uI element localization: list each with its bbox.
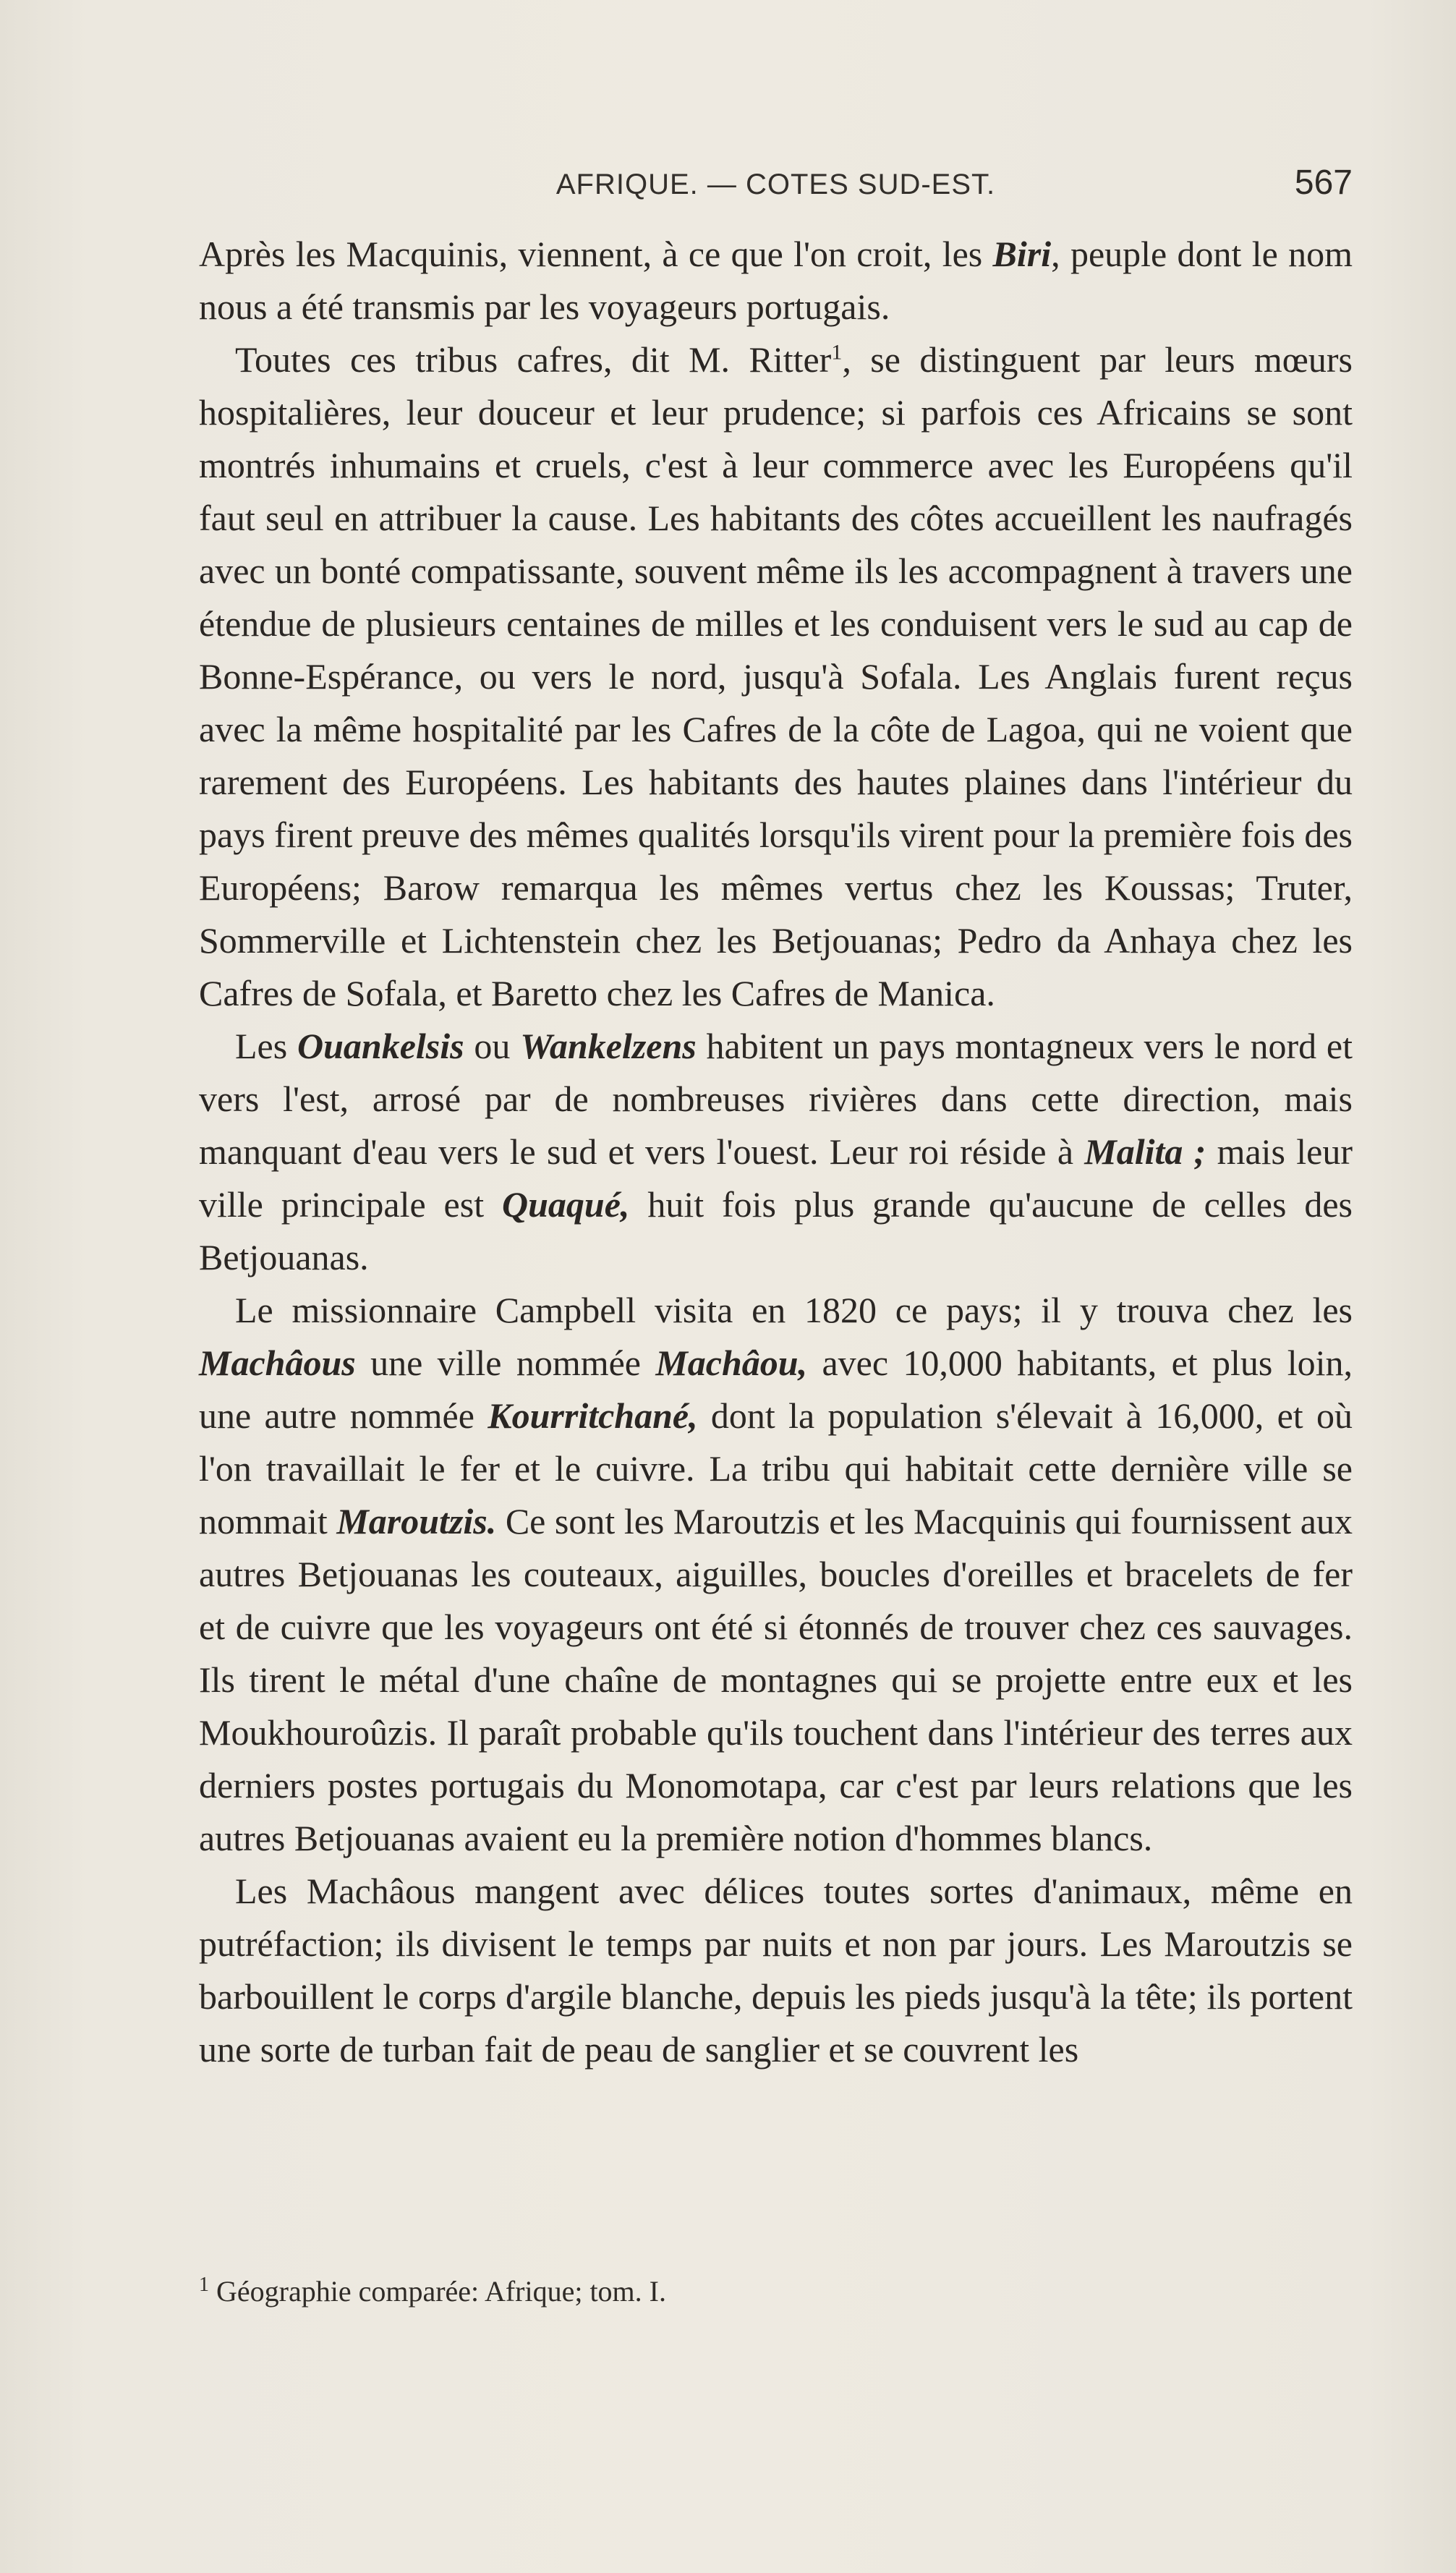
text-run: Le missionnaire Campbell visita en 1820 ce pays; il y trouva chez les bbox=[235, 1290, 1353, 1330]
text-run: ou bbox=[464, 1026, 521, 1066]
text-run: avec 10,000 habitants, et plus loin, une autre nommée bbox=[199, 1343, 1353, 1436]
page-number: 567 bbox=[1294, 163, 1353, 202]
italic-name-machaou: Machâou, bbox=[655, 1343, 808, 1383]
text-run: dont la population s'élevait à 16,000, et où l'on travaillait le fer et le cuivre. La tribu qui habitait cette dernière ville se nommait bbox=[199, 1395, 1353, 1541]
paragraph-3 bbox=[199, 1020, 1353, 1284]
text-run: une ville nommée bbox=[355, 1343, 656, 1383]
paragraph-1 bbox=[199, 228, 1353, 333]
footnote-text: Géographie comparée: Afrique; tom. I. bbox=[216, 2275, 666, 2308]
italic-name-malita: Malita ; bbox=[1084, 1131, 1206, 1172]
italic-name-machaous: Machâous bbox=[199, 1343, 356, 1383]
text-run: Ce sont les Maroutzis et les Macquinis qui fournissent aux autres Betjouanas les couteaux, aiguilles, boucles d'oreilles et bracelets de fer et de cuivre que les voyageurs ont été si étonnés de trouver chez ces sauvages. Ils tirent le métal d'une chaîne de montagnes qui se projette entre eux et les Moukhouroûzis. Il paraît probable qu'ils touchent dans l'intérieur des terres aux derniers postes portugais du Monomotapa, car c'est par leurs relations que les autres Betjouanas avaient eu la première notion d'hommes blancs. bbox=[199, 1501, 1353, 1858]
paragraph-2 bbox=[199, 333, 1353, 1020]
italic-name-quaque: Quaqué, bbox=[502, 1184, 630, 1225]
footnote-reference: 1 bbox=[831, 340, 843, 365]
text-run: huit fois plus grande qu'aucune de celles des Betjouanas. bbox=[199, 1184, 1353, 1277]
italic-name-kourritchane: Kourritchané, bbox=[488, 1395, 698, 1436]
text-run: , peuple dont le nom nous a été transmis par les voyageurs portugais. bbox=[199, 234, 1353, 327]
italic-name-biri: Biri bbox=[992, 234, 1052, 274]
text-run: Les bbox=[235, 1026, 297, 1066]
body-text bbox=[199, 228, 1353, 2076]
text-run: Les Machâous mangent avec délices toutes sortes d'animaux, même en putréfaction; ils divisent le temps par nuits et non par jours. Les Maroutzis se barbouillent le corps d'argile blanche, depuis les pieds jusqu'à la tête; ils portent une sorte de turban fait de peau de sanglier et se couvrent les bbox=[199, 1871, 1353, 2070]
text-run: Toutes ces tribus cafres, dit M. Ritter bbox=[235, 339, 832, 380]
running-title: AFRIQUE. — COTES SUD-EST. bbox=[555, 169, 996, 200]
footnote-mark: 1 bbox=[199, 2273, 209, 2296]
italic-name-ouankelsis: Ouankelsis bbox=[297, 1026, 464, 1066]
text-run: , se distinguent par leurs mœurs hospitalières, leur douceur et leur prudence; si parfois ces Africains se sont montrés inhumains et cruels, c'est à leur commerce avec les Européens qu'il faut seul en attribuer la cause. Les habitants des côtes accueillent les naufragés avec un bonté compatissante, souvent même ils les accompagnent à travers une étendue de plusieurs centaines de milles et les conduisent vers le sud au cap de Bonne-Espérance, ou vers le nord, jusqu'à Sofala. Les Anglais furent reçus avec la même hospitalité par les Cafres de la côte de Lagoa, qui ne voient que rarement des Européens. Les habitants des hautes plaines dans l'intérieur du pays firent preuve des mêmes qualités lorsqu'ils virent pour la première fois des Européens; Barow remarqua les mêmes vertus chez les Koussas; Truter, Sommerville et Lichtenstein chez les Betjouanas; Pedro da Anhaya chez les Cafres de Sofala, et Baretto chez les Cafres de Manica. bbox=[199, 339, 1353, 1013]
paragraph-5 bbox=[199, 1865, 1353, 2076]
text-run: habitent un pays montagneux vers le nord et vers l'est, arrosé par de nombreuses rivières dans cette direction, mais manquant d'eau vers le sud et vers l'ouest. Leur roi réside à bbox=[199, 1026, 1353, 1172]
italic-name-maroutzis: Maroutzis. bbox=[336, 1501, 497, 1541]
page-header bbox=[199, 163, 1353, 206]
text-run: mais leur ville principale est bbox=[199, 1131, 1353, 1225]
footnote bbox=[199, 2271, 1353, 2312]
paragraph-4 bbox=[199, 1284, 1353, 1865]
italic-name-wankelzens: Wankelzens bbox=[520, 1026, 697, 1066]
text-run: Après les Macquinis, viennent, à ce que l'on croit, les bbox=[199, 234, 993, 274]
